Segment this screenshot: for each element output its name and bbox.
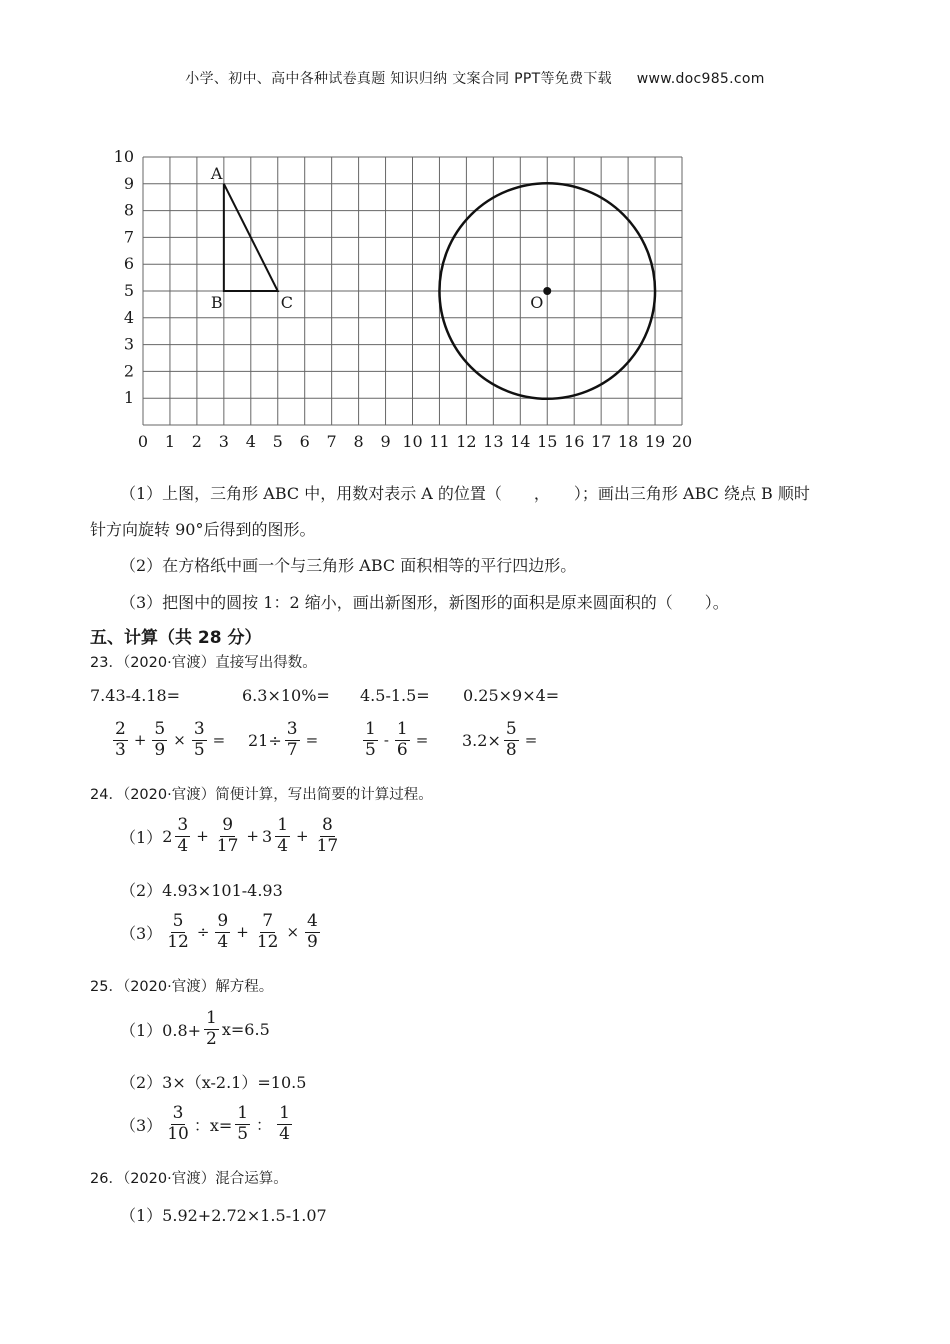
y-tick-label: 3 xyxy=(123,334,134,354)
x-tick-label: 9 xyxy=(380,432,391,451)
q23-item-8: 3.2× $\frac{5}{8}$ = xyxy=(462,719,538,760)
fraction: $\frac{1}{4}$ xyxy=(279,1103,290,1144)
x-tick-label: 7 xyxy=(326,432,337,451)
fraction: $\frac{9}{4}$ xyxy=(217,911,229,952)
q26-number: 26． xyxy=(90,1171,123,1187)
q22-part1-line1: （1）上图，三角形 ABC 中，用数对表示 A 的位置（ ， ）；画出三角形 ABC 绕点 B 顺时 xyxy=(120,484,810,503)
x-tick-label: 12 xyxy=(456,432,477,451)
x-tick-label: 4 xyxy=(245,432,256,451)
q26-heading xyxy=(90,1167,288,1188)
q26-tag: （2020·官渡） xyxy=(122,1171,216,1187)
y-tick-label: 4 xyxy=(123,307,134,327)
q25-heading xyxy=(90,975,273,996)
fraction: $\frac{1}{4}$ xyxy=(277,815,289,856)
q23-item-6: 21÷ $\frac{3}{7}$ = xyxy=(248,719,319,760)
q25-part2: （2）3×（x-2.1）=10.5 xyxy=(120,1073,307,1092)
q24-number: 24． xyxy=(90,787,123,803)
x-tick-label: 6 xyxy=(299,432,310,451)
fraction: $\frac{4}{9}$ xyxy=(307,911,318,952)
fraction: $\frac{3}{4}$ xyxy=(177,815,189,856)
q24-heading xyxy=(90,783,433,804)
q25-instruction: 解方程。 xyxy=(215,979,274,995)
q22-part2: （2）在方格纸中画一个与三角形 ABC 面积相等的平行四边形。 xyxy=(120,556,577,575)
x-tick-label: 17 xyxy=(590,432,612,451)
x-tick-label: 3 xyxy=(218,432,229,451)
fraction: $\frac{3}{5}$ xyxy=(193,719,205,760)
coordinate-grid-figure xyxy=(112,148,712,458)
q25-number: 25． xyxy=(90,979,123,995)
fraction: $\frac{3}{10}$ xyxy=(167,1103,189,1144)
circle-center-point xyxy=(543,287,551,295)
x-tick-label: 5 xyxy=(272,432,283,451)
x-tick-label: 16 xyxy=(564,432,585,451)
y-tick-label: 6 xyxy=(123,254,134,274)
q24-instruction: 简便计算，写出简要的计算过程。 xyxy=(215,787,433,803)
x-tick-label: 13 xyxy=(483,432,504,451)
q24-part2: （2）4.93×101-4.93 xyxy=(120,881,283,900)
q23-item-7: $\frac{1}{5}$ - $\frac{1}{6}$ = xyxy=(365,719,429,760)
fraction: $\frac{5}{9}$ xyxy=(154,719,166,760)
fraction: $\frac{5}{8}$ xyxy=(505,719,517,760)
q26-part1: （1）5.92+2.72×1.5-1.07 xyxy=(120,1206,327,1225)
x-tick-label: 0 xyxy=(137,432,149,451)
fraction: $\frac{5}{12}$ xyxy=(167,911,189,952)
x-tick-label: 14 xyxy=(510,432,531,451)
x-tick-label: 11 xyxy=(429,432,450,451)
q24-tag: （2020·官渡） xyxy=(122,787,216,803)
header-text: 小学、初中、高中各种试卷真题 知识归纳 文案合同 PPT等免费下载 xyxy=(185,71,612,87)
x-tick-label: 15 xyxy=(537,432,558,451)
fraction: $\frac{3}{7}$ xyxy=(286,719,298,760)
fraction: $\frac{2}{3}$ xyxy=(115,719,126,760)
section-title: 五、计算（共 28 分） xyxy=(90,628,262,648)
fraction: $\frac{1}{2}$ xyxy=(206,1008,217,1049)
q24-part3: （3） $\frac{5}{12}$ ÷ $\frac{9}{4}$ + $\frac{7}{12}$ × $\frac{4}{9}$ xyxy=(120,911,318,952)
q26-instruction: 混合运算。 xyxy=(215,1171,288,1187)
point-a-label: A xyxy=(210,163,223,183)
point-o-label: O xyxy=(530,293,544,312)
x-tick-label: 19 xyxy=(644,432,666,451)
header-url[interactable]: www.doc985.com xyxy=(636,71,765,87)
x-tick-label: 8 xyxy=(353,432,364,451)
q23-instruction: 直接写出得数。 xyxy=(215,655,317,671)
q22-part1-line2: 针方向旋转 90°后得到的图形。 xyxy=(90,520,316,539)
x-tick-label: 18 xyxy=(617,432,639,451)
y-tick-label: 7 xyxy=(123,227,134,247)
x-tick-label: 10 xyxy=(402,432,423,451)
q23-item-2: 6.3×10%= xyxy=(242,686,330,705)
q23-number: 23． xyxy=(90,655,123,671)
q23-item-4: 0.25×9×4= xyxy=(463,686,560,705)
q23-tag: （2020·官渡） xyxy=(122,655,216,671)
q22-part3: （3）把图中的圆按 1：2 缩小，画出新图形，新图形的面积是原来圆面积的（ ）。 xyxy=(120,593,729,612)
y-tick-label: 5 xyxy=(123,281,134,300)
fraction: $\frac{9}{17}$ xyxy=(216,815,239,856)
y-tick-label: 9 xyxy=(123,173,134,193)
x-tick-label: 1 xyxy=(164,432,176,451)
q23-item-1: 7.43-4.18= xyxy=(90,686,181,705)
y-tick-label: 10 xyxy=(113,148,134,166)
q24-part1: （1） 2 $\frac{3}{4}$ + $\frac{9}{17}$ + 3 $\frac{1}{4}$ + $\frac{8}{17}$ xyxy=(120,815,339,856)
q23-heading xyxy=(90,651,317,672)
q23-item-5: $\frac{2}{3}$ + $\frac{5}{9}$ × $\frac{3}{5}$ = xyxy=(115,719,226,760)
fraction: $\frac{1}{5}$ xyxy=(365,719,376,760)
point-c-label: C xyxy=(280,293,293,312)
q25-tag: （2020·官渡） xyxy=(122,979,216,995)
q25-part3: （3） $\frac{3}{10}$ ：x= $\frac{1}{5}$ ： $\frac{1}{4}$ xyxy=(120,1103,290,1144)
fraction: $\frac{8}{17}$ xyxy=(316,815,339,856)
page-header xyxy=(0,68,950,88)
x-tick-label: 2 xyxy=(191,432,202,451)
q25-part1: （1）0.8+ $\frac{1}{2}$ x=6.5 xyxy=(120,1008,270,1049)
fraction: $\frac{7}{12}$ xyxy=(256,911,279,952)
point-b-label: B xyxy=(210,293,223,312)
y-tick-label: 1 xyxy=(123,388,134,408)
y-tick-label: 2 xyxy=(123,361,134,381)
x-tick-label: 20 xyxy=(671,432,693,451)
fraction: $\frac{1}{6}$ xyxy=(396,719,408,760)
q23-item-3: 4.5-1.5= xyxy=(360,686,430,705)
fraction: $\frac{1}{5}$ xyxy=(237,1103,249,1144)
y-tick-label: 8 xyxy=(123,200,134,220)
